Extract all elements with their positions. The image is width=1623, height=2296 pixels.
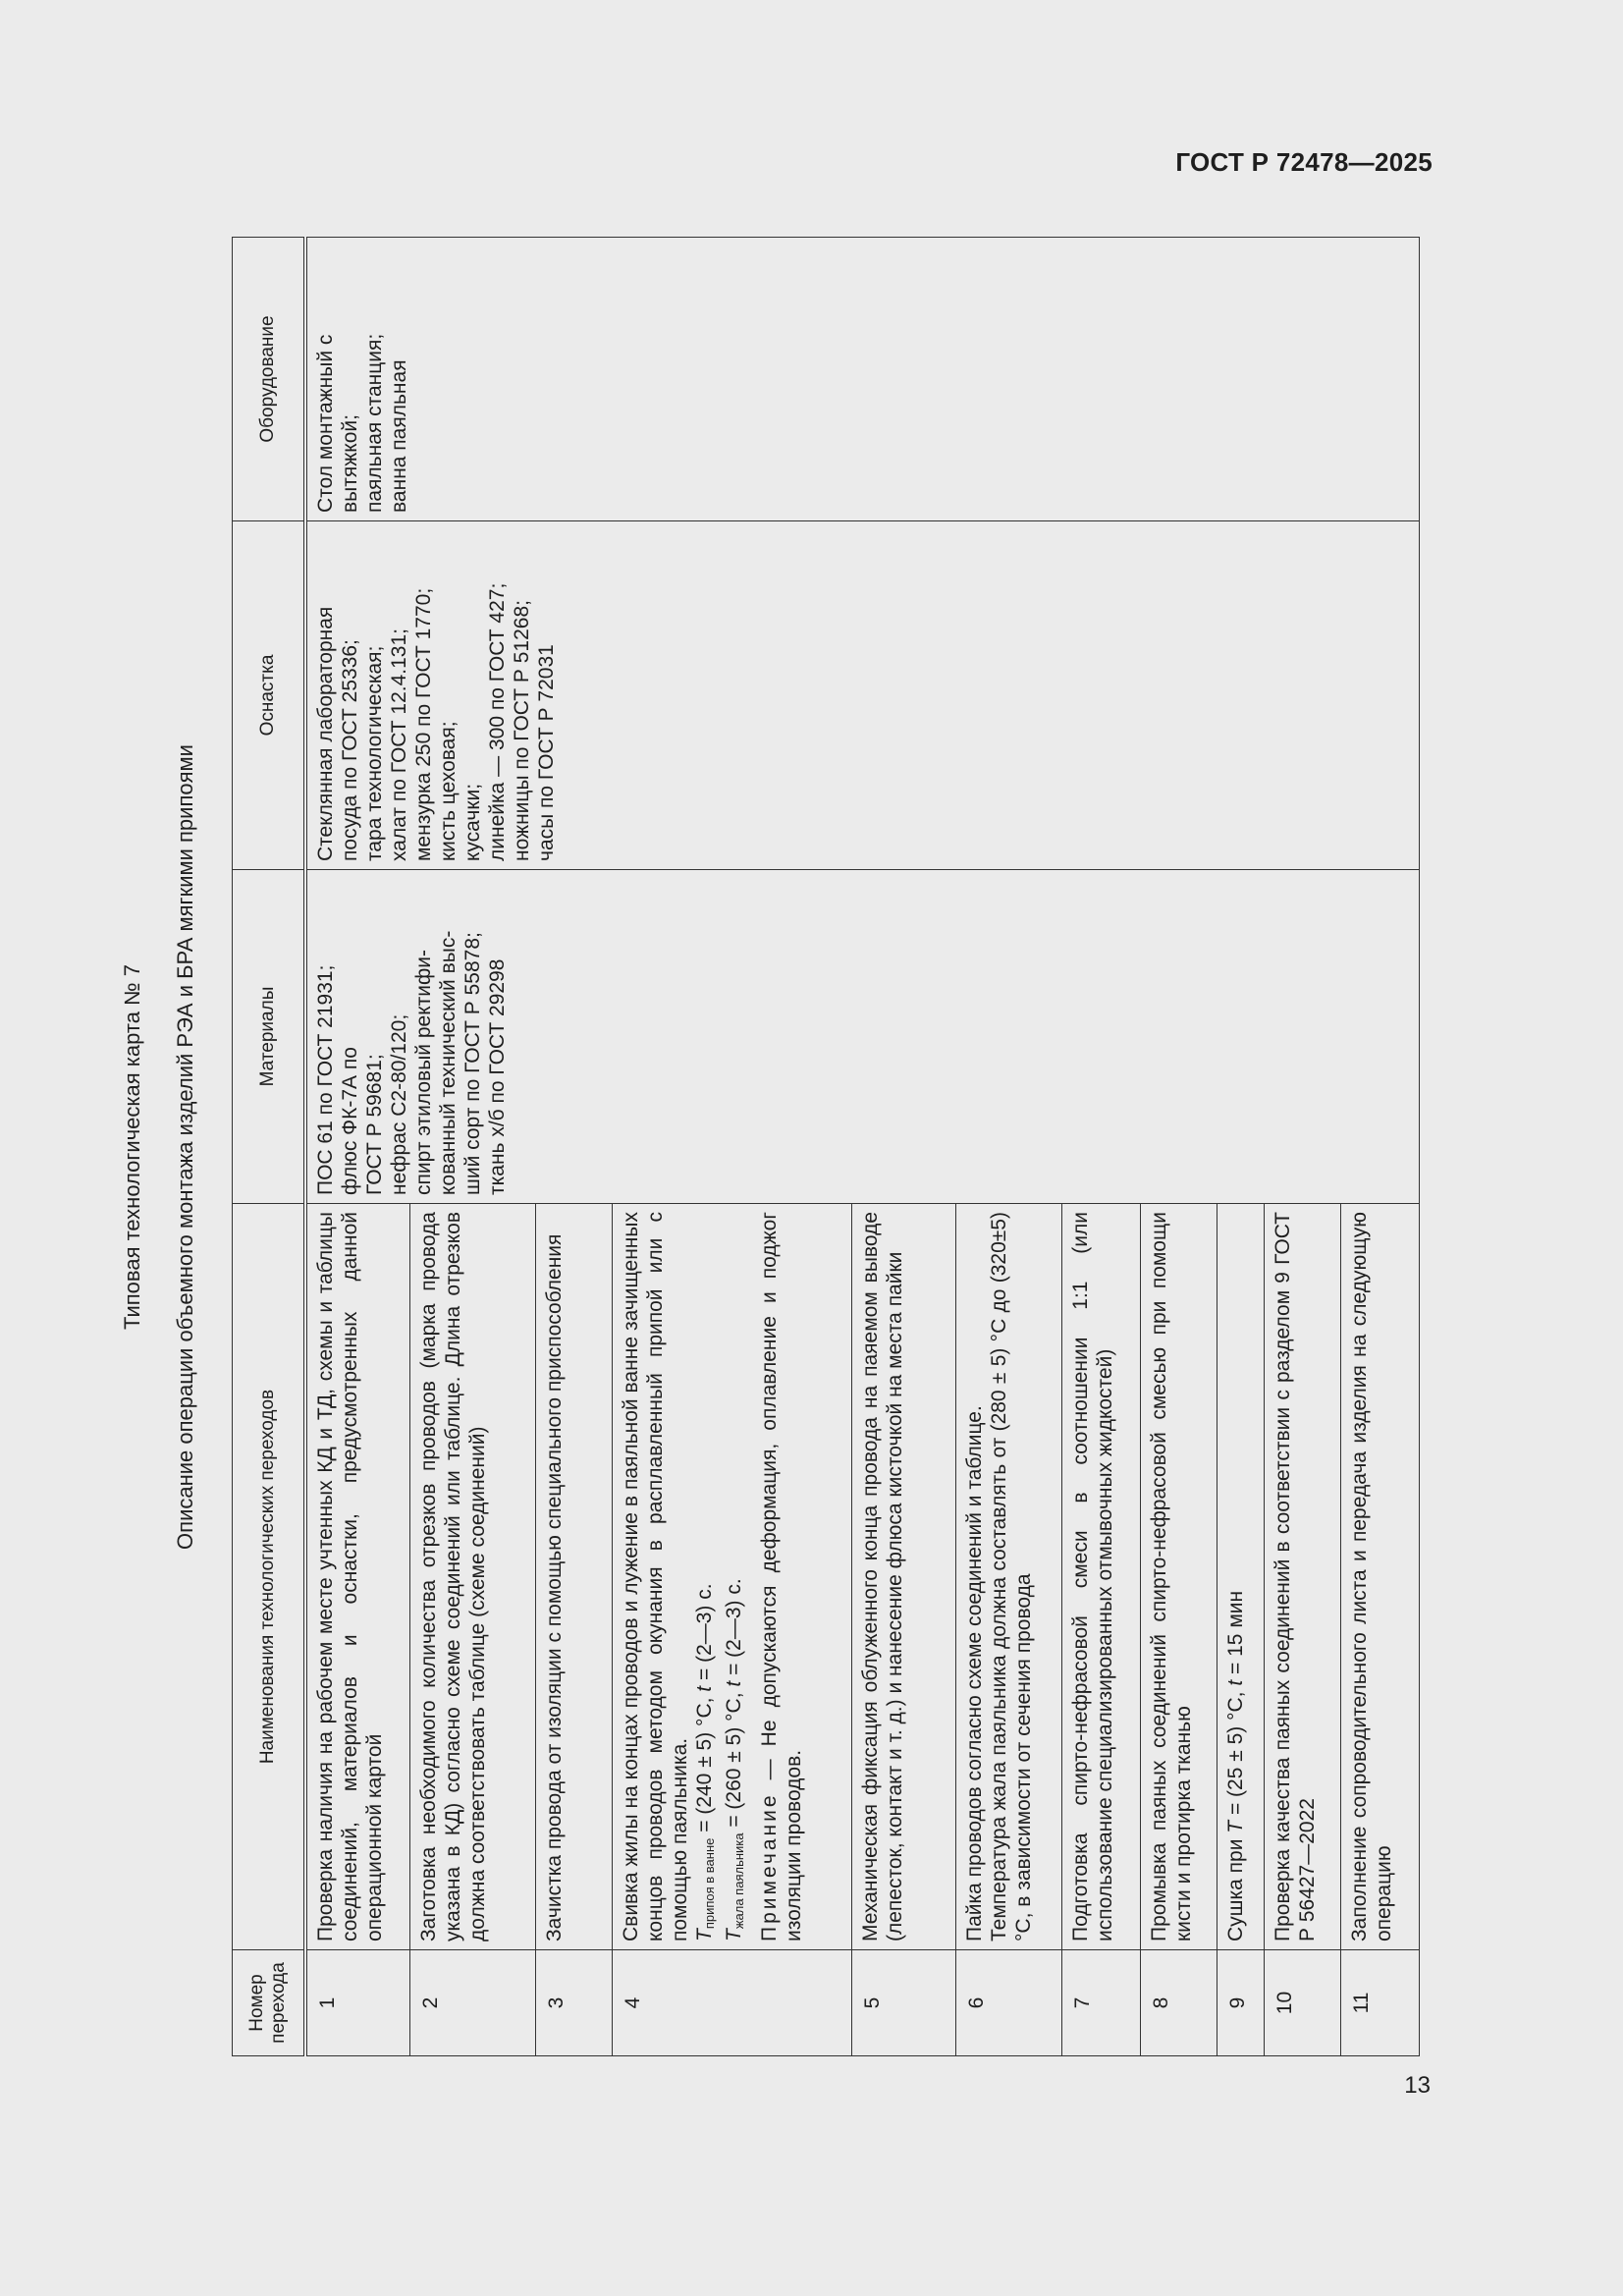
formula-time: = (2—3) с.	[722, 1578, 745, 1681]
column-header-materials: Материалы	[233, 870, 306, 1204]
column-header-number: Номер перехода	[233, 1950, 306, 2056]
tooling-line: Стеклянная лабораторная	[314, 606, 337, 861]
transition-text: Заполнение сопроводительного листа и передача изделия на следующую операцию	[1340, 1204, 1419, 1950]
tooling-line: ножницы по ГОСТ Р 51268;	[511, 600, 533, 861]
transition-text: Заготовка необходимого количества отрезков проводов (марка провода указана в КД) согласно схеме соединений или таблице. Длина отрезков должна соответствовать таблице (схеме соединений)	[409, 1204, 535, 1950]
note-text: — Не допускаются деформация, оплавление и поджог изоляции проводов.	[757, 1212, 805, 1941]
row-number: 5	[851, 1950, 955, 2056]
formula-value: = (260 ± 5) °C,	[722, 1686, 745, 1833]
materials-cell	[305, 870, 1419, 1204]
table-row	[305, 238, 409, 2056]
materials-line: ПОС 61 по ГОСТ 21931;	[314, 964, 337, 1195]
transition-cell	[955, 1204, 1061, 1950]
materials-line: флюс ФК-7А по	[339, 1047, 361, 1195]
tooling-line: посуда по ГОСТ 25336;	[339, 639, 361, 861]
transition-text: = (25 ± 5) °C,	[1223, 1685, 1247, 1821]
transition-cell	[612, 1204, 851, 1950]
row-number: 2	[409, 1950, 535, 2056]
tooling-cell	[305, 521, 1419, 870]
transition-text: Промывка паяных соединений спирто-нефрасовой смесью при помощи кисти и протирка тканью	[1140, 1204, 1217, 1950]
tooling-line: мензурка 250 по ГОСТ 1770;	[412, 587, 435, 861]
formula-subscript: жала паяльника	[730, 1832, 746, 1930]
formula-time: = (2—3) с.	[692, 1583, 716, 1686]
transition-text: Подготовка спирто-нефрасовой смеси в соотношении 1:1 (или использование специализированных отмывочных жидкостей)	[1061, 1204, 1140, 1950]
tooling-line: халат по ГОСТ 12.4.131;	[388, 629, 410, 861]
row-number: 10	[1264, 1950, 1340, 2056]
transition-text: Проверка наличия на рабочем месте учтенных КД и ТД, схемы и таблицы соединений, материалов и оснастки, предусмотренных данной операционной картой	[305, 1204, 409, 1950]
formula-iron-tip: $T_{жала паяльника} = (260 \pm 5)$ °C, t = (2—3) с.	[722, 1578, 746, 1941]
materials-line: ГОСТ Р 59681;	[363, 1054, 386, 1195]
materials-line: кованный технический выс-	[437, 930, 460, 1195]
transition-text: Зачистка провода от изоляции с помощью специального приспособления	[535, 1204, 612, 1950]
materials-line: ший сорт по ГОСТ Р 55878;	[461, 932, 484, 1195]
equipment-line: Стол монтажный с	[314, 334, 337, 513]
column-header-equipment: Оборудование	[233, 238, 306, 521]
column-header-tooling: Оснастка	[233, 521, 306, 870]
materials-line: ткань х/б по ГОСТ 29298	[486, 958, 509, 1195]
row-number: 6	[955, 1950, 1061, 2056]
row-number: 8	[1140, 1950, 1217, 2056]
note-label: Примечание	[757, 1792, 781, 1941]
transition-text: Пайка проводов согласно схеме соединений и таблице.	[962, 1405, 986, 1941]
row-number: 3	[535, 1950, 612, 2056]
row-number: 11	[1340, 1950, 1419, 2056]
rotated-content	[108, 234, 1395, 2060]
formula-value: = (240 ± 5) °C,	[692, 1691, 716, 1838]
materials-line: нефрас С2-80/120;	[388, 1013, 410, 1195]
note	[757, 1212, 806, 1941]
transition-text: Механическая фиксация облуженного конца провода на паяемом выводе (лепесток, контакт и т. д.) и нанесение флюса кисточкой на места пайки	[851, 1204, 955, 1950]
formula-solder-bath: $T_{припоя в ванне} = (240 \pm 5)$ °C, t = (2—3) с.	[692, 1583, 717, 1941]
table-header-row	[233, 238, 306, 2056]
row-number: 9	[1217, 1950, 1264, 2056]
transition-text: Температура жала паяльника должна составлять от (280 ± 5) °C до (320±5) °C, в зависимости от сечения провода	[987, 1212, 1035, 1941]
formula-subscript: припоя в ванне	[701, 1837, 717, 1930]
row-number: 4	[612, 1950, 851, 2056]
tooling-line: тара технологическая;	[363, 645, 386, 861]
card-title: Типовая технологическая карта № 7	[120, 964, 144, 1331]
transition-text: = 15 мин	[1223, 1590, 1247, 1680]
equipment-line: ванна паяльная	[388, 359, 410, 513]
tooling-line: часы по ГОСТ Р 72031	[535, 644, 558, 861]
column-header-transition: Наименования технологических переходов	[233, 1204, 306, 1950]
transition-text: Сушка при	[1223, 1832, 1247, 1941]
row-number: 1	[305, 1950, 409, 2056]
process-table	[232, 237, 1420, 2056]
row-number: 7	[1061, 1950, 1140, 2056]
tooling-line: кусачки;	[461, 783, 484, 861]
card-subtitle: Описание операции объемного монтажа изделий РЭА и БРА мягкими припоями	[173, 744, 197, 1550]
equipment-line: вытяжкой;	[339, 414, 361, 513]
transition-cell: Сушка при T = (25 ± 5) °C, t = 15 мин	[1217, 1204, 1264, 1950]
transition-text: Свивка жилы на концах проводов и лужение в паяльной ванне зачищенных концов проводов методом окунания в расплавленный припой или с помощью паяльника.	[619, 1212, 691, 1941]
document-code: ГОСТ Р 72478—2025	[1175, 147, 1433, 177]
equipment-line: паяльная станция;	[363, 333, 386, 513]
materials-line: спирт этиловый ректифи-	[412, 950, 435, 1195]
page-number: 13	[1404, 2072, 1431, 2099]
transition-text: Проверка качества паяных соединений в соответствии с разделом 9 ГОСТ Р 56427—2022	[1264, 1204, 1340, 1950]
equipment-cell	[305, 238, 1419, 521]
tooling-line: линейка — 300 по ГОСТ 427;	[486, 582, 509, 861]
tooling-line: кисть цеховая;	[437, 721, 460, 861]
